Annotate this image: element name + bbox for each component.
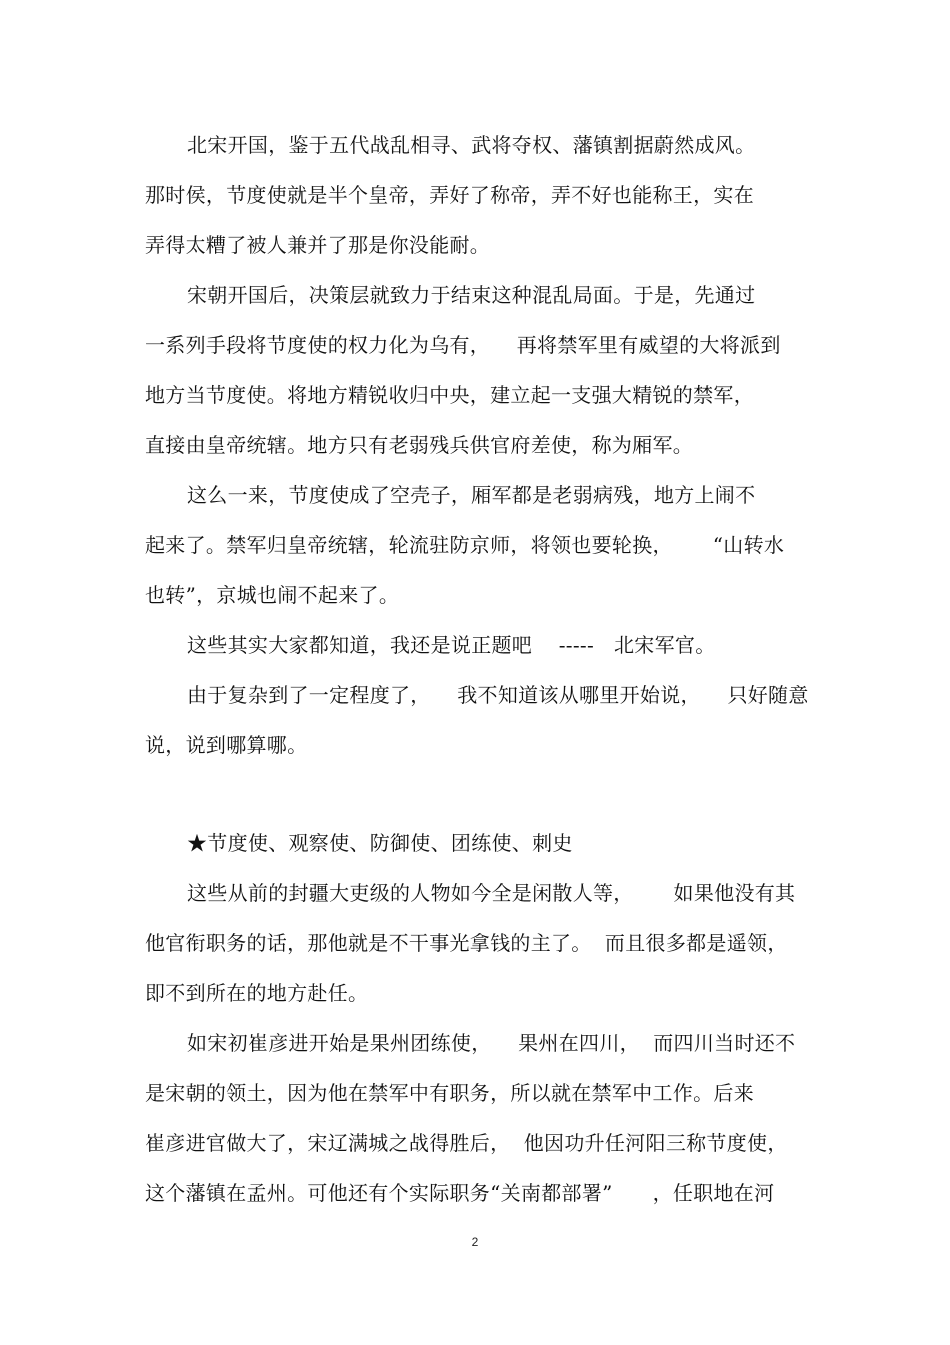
text-line: 如宋初崔彦进开始是果州团练使， 果州在四川， 而四川当时还不 <box>187 1031 796 1055</box>
text-line: 他官衔职务的话，那他就是不干事光拿钱的主了。 而且很多都是遥领， <box>145 931 788 955</box>
text-line: 这个藩镇在孟州。可他还有个实际职务“关南都部署” ，任职地在河 <box>145 1181 775 1205</box>
text-line: 即不到所在的地方赴任。 <box>145 981 369 1005</box>
section-heading: ★节度使、观察使、防御使、团练使、刺史 <box>187 831 573 855</box>
text-line: 地方当节度使。将地方精锐收归中央，建立起一支强大精锐的禁军， <box>145 383 754 407</box>
text-line: 那时侯，节度使就是半个皇帝，弄好了称帝，弄不好也能称王，实在 <box>145 183 754 207</box>
text-line: 起来了。禁军归皇帝统辖，轮流驻防京师，将领也要轮换， “山转水 <box>145 533 785 557</box>
page-number: 2 <box>471 1235 479 1249</box>
text-line: 这些从前的封疆大吏级的人物如今全是闲散人等， 如果他没有其 <box>187 881 796 905</box>
text-line: 北宋开国，鉴于五代战乱相寻、武将夺权、藩镇割据蔚然成风。 <box>187 133 756 157</box>
text-line: 一系列手段将节度使的权力化为乌有， 再将禁军里有威望的大将派到 <box>145 333 781 357</box>
text-line: 这么一来，节度使成了空壳子，厢军都是老弱病残，地方上闹不 <box>187 483 756 507</box>
text-line: 由于复杂到了一定程度了， 我不知道该从哪里开始说， 只好随意 <box>187 683 809 707</box>
text-line: 说，说到哪算哪。 <box>145 733 308 757</box>
text-line: 崔彦进官做大了，宋辽满城之战得胜后， 他因功升任河阳三称节度使， <box>145 1131 788 1155</box>
text-line: 是宋朝的领土，因为他在禁军中有职务，所以就在禁军中工作。后来 <box>145 1081 754 1105</box>
text-line: 直接由皇帝统辖。地方只有老弱残兵供官府差使，称为厢军。 <box>145 433 694 457</box>
text-line: 这些其实大家都知道，我还是说正题吧 ----- 北宋军官。 <box>187 633 716 657</box>
text-line: 宋朝开国后，决策层就致力于结束这种混乱局面。于是，先通过 <box>187 283 756 307</box>
text-line: 弄得太糟了被人兼并了那是你没能耐。 <box>145 233 491 257</box>
text-line: 也转”，京城也闹不起来了。 <box>145 583 400 607</box>
